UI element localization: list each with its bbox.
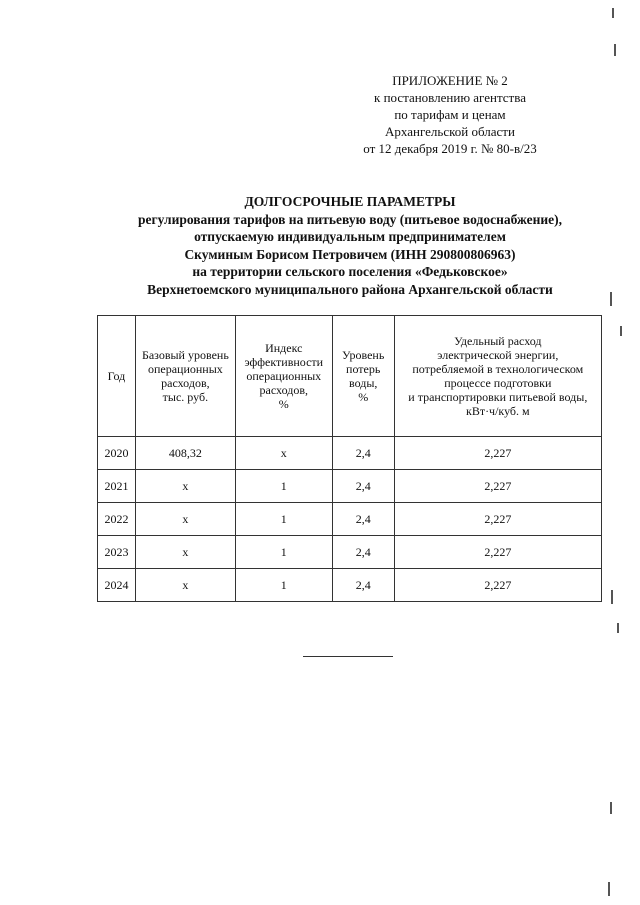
title-line: отпускаемую индивидуальным предпринимателем: [194, 229, 506, 244]
table-header-row: [98, 316, 602, 437]
table-row: [98, 470, 602, 503]
scan-mark: [617, 623, 619, 633]
cell-index: 1: [235, 569, 332, 602]
cell-losses: 2,4: [332, 503, 394, 536]
cell-year: 2021: [98, 470, 136, 503]
appendix-number: ПРИЛОЖЕНИЕ № 2: [392, 73, 508, 88]
table-row: [98, 503, 602, 536]
cell-index: х: [235, 437, 332, 470]
cell-base: х: [135, 536, 235, 569]
appendix-ref-line: по тарифам и ценам: [394, 107, 506, 122]
parameters-table: [97, 315, 602, 602]
scan-mark: [611, 590, 613, 604]
cell-year: 2023: [98, 536, 136, 569]
scan-mark: [610, 292, 612, 306]
cell-base: х: [135, 470, 235, 503]
header-base-level: Базовый уровень операционных расходов, тыс. руб.: [135, 316, 235, 437]
cell-energy: 2,227: [394, 569, 601, 602]
title-line: Верхнетоемского муниципального района Архангельской области: [147, 281, 553, 297]
cell-year: 2020: [98, 437, 136, 470]
title-line: регулирования тарифов на питьевую воду (питьевое водоснабжение),: [137, 211, 563, 227]
scan-mark: [614, 44, 616, 56]
title-line: на территории сельского поселения «Федьковское»: [192, 264, 508, 279]
appendix-date-number: от 12 декабря 2019 г. № 80-в/23: [363, 141, 537, 156]
appendix-ref-line: Архангельской области: [385, 124, 515, 139]
table-row: [98, 437, 602, 470]
header-water-losses: Уровень потерь воды, %: [332, 316, 394, 437]
cell-year: 2022: [98, 503, 136, 536]
cell-energy: 2,227: [394, 437, 601, 470]
cell-base: х: [135, 569, 235, 602]
closing-rule: [303, 656, 393, 657]
cell-losses: 2,4: [332, 470, 394, 503]
cell-losses: 2,4: [332, 569, 394, 602]
scan-mark: [620, 326, 622, 336]
title-line: Скуминым Борисом Петровичем (ИНН 290800806963): [184, 246, 516, 262]
cell-index: 1: [235, 536, 332, 569]
scan-mark: [612, 8, 614, 18]
cell-energy: 2,227: [394, 503, 601, 536]
table-row: [98, 569, 602, 602]
cell-energy: 2,227: [394, 470, 601, 503]
title-heading: ДОЛГОСРОЧНЫЕ ПАРАМЕТРЫ: [244, 194, 456, 209]
appendix-header: [340, 72, 560, 157]
document-title: [70, 193, 630, 298]
appendix-ref-line: к постановлению агентства: [374, 90, 526, 105]
header-year: Год: [98, 316, 136, 437]
table-row: [98, 536, 602, 569]
cell-losses: 2,4: [332, 536, 394, 569]
cell-index: 1: [235, 470, 332, 503]
cell-losses: 2,4: [332, 437, 394, 470]
cell-base: х: [135, 503, 235, 536]
header-energy-consumption: Удельный расход электрической энергии, потребляемой в технологическом процессе подготовки и транспортировки питьевой воды, кВт·ч/куб. м: [394, 316, 601, 437]
cell-year: 2024: [98, 569, 136, 602]
cell-base: 408,32: [135, 437, 235, 470]
header-efficiency-index: Индекс эффективности операционных расходов, %: [235, 316, 332, 437]
scan-mark: [610, 802, 612, 814]
scan-mark: [608, 882, 610, 896]
cell-energy: 2,227: [394, 536, 601, 569]
cell-index: 1: [235, 503, 332, 536]
